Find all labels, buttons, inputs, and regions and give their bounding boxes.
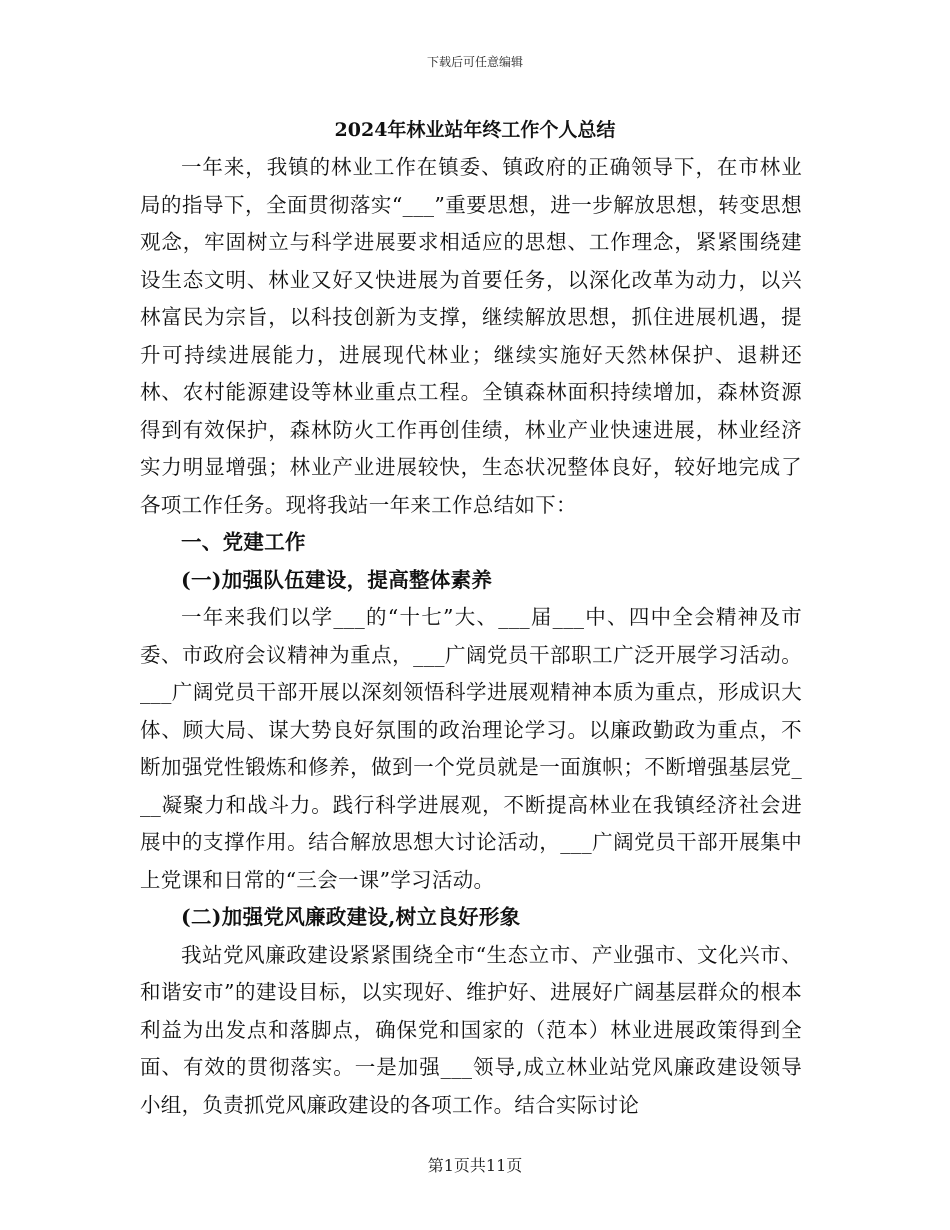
- subsection-heading-clean-government: (二)加强党风廉政建设,树立良好形象: [181, 905, 521, 929]
- paragraph-intro: 一年来，我镇的林业工作在镇委、镇政府的正确领导下，在市林业局的指导下，全面贯彻落实“___”重要思想，进一步解放思想，转变思想观念，牢固树立与科学进展要求相适应的思想、工作理念，紧紧围绕建设生态文明、林业又好又快进展为首要任务，以深化改革为动力，以兴林富民为宗旨，以科技创新为支撑，继续解放思想，抓住进展机遇，提升可持续进展能力，进展现代林业；继续实施好天然林保护、退耕还林、农村能源建设等林业重点工程。全镇森林面积持续增加，森林资源得到有效保护，森林防火工作再创佳绩，林业产业快速进展，林业经济实力明显增强；林业产业进展较快，生态状况整体良好，较好地完成了各项工作任务。现将我站一年来工作总结如下：: [140, 155, 802, 517]
- section-heading-party-building: 一、党建工作: [181, 530, 306, 554]
- document-title: 2024年林业站年终工作个人总结: [334, 119, 616, 141]
- page-number: 第1页共11页: [427, 1156, 523, 1175]
- subsection-heading-team-building: (一)加强队伍建设，提高整体素养: [181, 567, 493, 592]
- document-body: [140, 149, 802, 1124]
- header-note: 下载后可任意编辑: [426, 55, 523, 69]
- paragraph-clean-government: 我站党风廉政建设紧紧围绕全市“生态立市、产业强市、文化兴市、和谐安市”的建设目标，以实现好、维护好、进展好广阔基层群众的根本利益为出发点和落脚点，确保党和国家的（范本）林业进展政策得到全面、有效的贯彻落实。一是加强___领导,成立林业站党风廉政建设领导小组，负责抓党风廉政建设的各项工作。结合实际讨论: [140, 942, 802, 1117]
- paragraph-team-building: 一年来我们以学___的“十七”大、___届___中、四中全会精神及市委、市政府会议精神为重点，___广阔党员干部职工广泛开展学习活动。___广阔党员干部开展以深刻领悟科学进展观精神本质为重点，形成识大体、顾大局、谋大势良好氛围的政治理论学习。以廉政勤政为重点，不断加强党性锻炼和修养，做到一个党员就是一面旗帜；不断增强基层党___凝聚力和战斗力。践行科学进展观，不断提高林业在我镇经济社会进展中的支撑作用。结合解放思想大讨论活动，___广阔党员干部开展集中上党课和日常的“三会一课”学习活动。: [140, 605, 802, 892]
